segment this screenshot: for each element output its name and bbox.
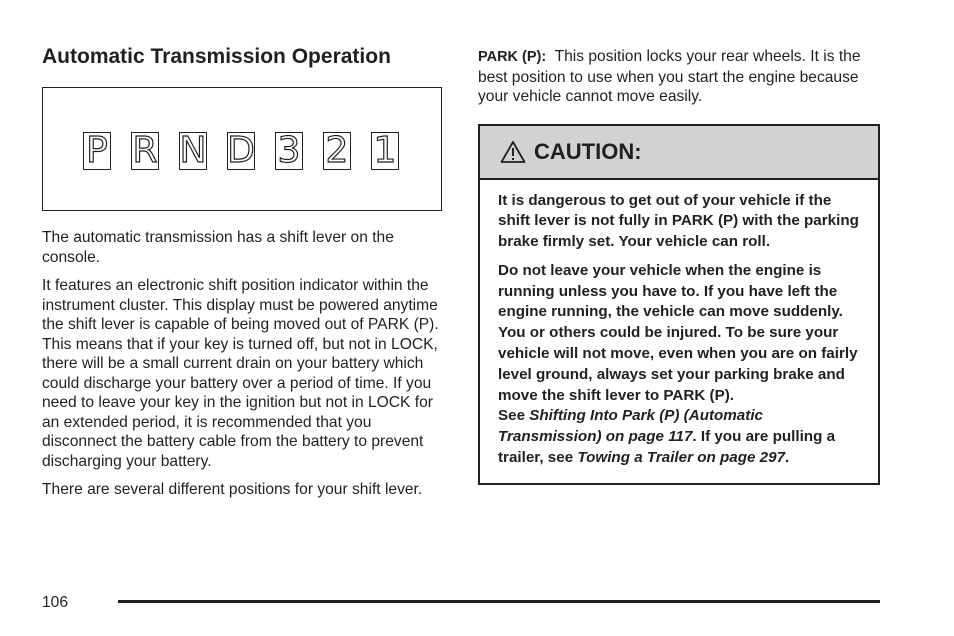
see-text: See [498, 407, 526, 425]
left-column [42, 44, 442, 509]
park-paragraph [478, 47, 880, 107]
caution-paragraph-1: It is dangerous to get out of your vehicle if the shift lever is not fully in PARK (P) with the parking brake firmly set. Your vehicle can roll. [498, 191, 859, 251]
gear-2: 2 [323, 132, 351, 170]
trailer-text: . If you are pulling a trailer, see [498, 428, 836, 467]
park-text: This position locks your rear wheels. It is the best position to use when you start the engine because your vehicle cannot move easily. [478, 48, 861, 105]
gear-1: 1 [371, 132, 399, 170]
caution-title: CAUTION: [534, 138, 642, 164]
caution-paragraph-2 [498, 261, 860, 469]
park-label: PARK (P): [478, 49, 547, 65]
caution-paragraph-2-text: Do not leave your vehicle when the engine is running unless you have to. If you have left the engine running, the vehicle can move suddenly. You or others could be injured. To be sure your vehicle will not move, even when you are on fairly level ground, always set your parking brake and move the shift lever to PARK (P). [498, 261, 858, 404]
shift-position-indicator [42, 87, 442, 211]
paragraph-shift-lever: The automatic transmission has a shift lever on the console. [42, 229, 394, 266]
right-column [478, 47, 880, 485]
caution-header [480, 126, 878, 180]
footer-rule [118, 600, 880, 603]
gear-row [83, 132, 399, 170]
gear-d: D [227, 130, 255, 172]
gear-r: R [132, 130, 158, 172]
caution-box [478, 124, 880, 485]
end-period: . [785, 449, 790, 467]
section-heading: Automatic Transmission Operation [42, 45, 391, 68]
page-number: 106 [42, 594, 69, 611]
gear-3: 3 [275, 132, 303, 170]
shifting-into-park-reference: Shifting Into Park (P) (Automatic Transmission) on page 117 [498, 407, 763, 446]
towing-trailer-reference: Towing a Trailer on page 297 [577, 449, 786, 467]
paragraph-indicator: It features an electronic shift position indicator within the instrument cluster. This display must be powered anytime the shift lever is capable of being moved out of PARK (P). This means that if your key is turned off, but not in LOCK, there will be a small current drain on your battery which could discharge your battery over a period of time. If you need to leave your key in the ignition but not in LOCK for an extended period, it is recommended that you disconnect the battery cable from the battery to prevent discharging your battery. [42, 277, 439, 470]
paragraph-positions: There are several different positions for your shift lever. [42, 481, 423, 499]
gear-p: P [83, 132, 111, 170]
caution-body [480, 180, 878, 483]
gear-n: N [179, 130, 207, 172]
warning-triangle-icon [500, 140, 526, 164]
